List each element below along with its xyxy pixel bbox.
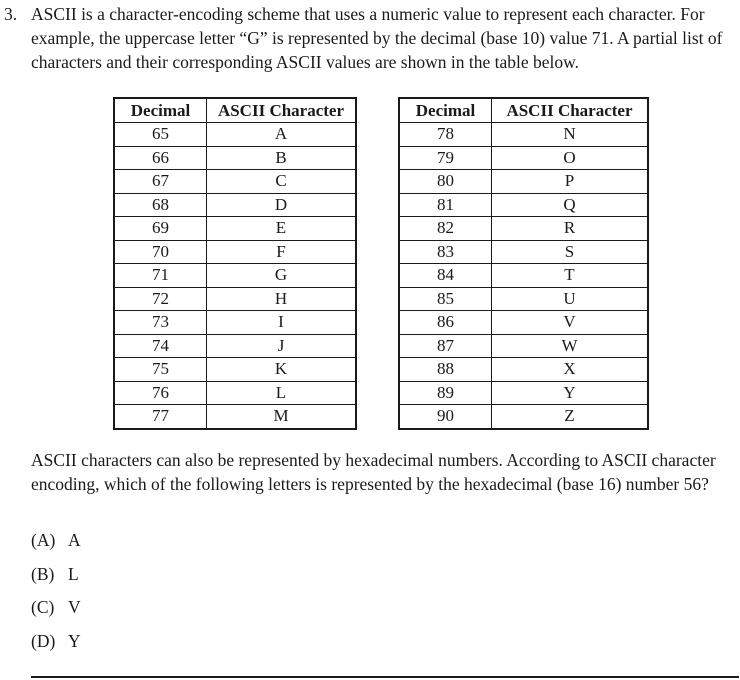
ascii-character-cell: M [207, 405, 357, 429]
table-row [399, 358, 648, 382]
ascii-character-cell: S [492, 240, 649, 264]
ascii-character-cell: H [207, 287, 357, 311]
table-row [399, 405, 648, 429]
ascii-character-cell: W [492, 334, 649, 358]
decimal-cell: 67 [114, 170, 207, 194]
decimal-cell: 81 [399, 193, 492, 217]
decimal-cell: 83 [399, 240, 492, 264]
ascii-character-cell: B [207, 146, 357, 170]
question-number: 3. [4, 4, 18, 24]
ascii-character-cell: X [492, 358, 649, 382]
table-row [399, 217, 648, 241]
column-header-decimal: Decimal [399, 98, 492, 123]
choice-text: Y [68, 631, 81, 651]
table-row [399, 334, 648, 358]
table-row [114, 123, 356, 147]
table-row [114, 170, 356, 194]
table-header-row [114, 98, 356, 123]
question-stem: ASCII is a character-encoding scheme that uses a numeric value to represent each character. For example, the uppercase letter “G” is represented by the decimal (base 10) value 71. A partial list of characters and their corresponding ASCII values are shown in the table below. [31, 4, 723, 72]
ascii-table-left [113, 97, 357, 430]
table-header-row [399, 98, 648, 123]
answer-choice-b[interactable] [31, 564, 79, 585]
answer-choice-d[interactable] [31, 631, 81, 652]
ascii-character-cell: D [207, 193, 357, 217]
choice-label: (D) [31, 631, 56, 651]
table-row [399, 311, 648, 335]
decimal-cell: 84 [399, 264, 492, 288]
table-row [114, 217, 356, 241]
ascii-character-cell: G [207, 264, 357, 288]
table-row [399, 264, 648, 288]
ascii-character-cell: T [492, 264, 649, 288]
decimal-cell: 71 [114, 264, 207, 288]
choice-text: L [68, 564, 79, 584]
ascii-character-cell: E [207, 217, 357, 241]
table-row [399, 381, 648, 405]
ascii-character-cell: R [492, 217, 649, 241]
table-row [114, 334, 356, 358]
ascii-character-cell: J [207, 334, 357, 358]
table-row [114, 358, 356, 382]
bottom-divider [31, 676, 739, 678]
decimal-cell: 78 [399, 123, 492, 147]
decimal-cell: 87 [399, 334, 492, 358]
ascii-character-cell: O [492, 146, 649, 170]
table-row [114, 146, 356, 170]
decimal-cell: 80 [399, 170, 492, 194]
decimal-cell: 68 [114, 193, 207, 217]
choice-text: V [68, 597, 81, 617]
decimal-cell: 75 [114, 358, 207, 382]
decimal-cell: 85 [399, 287, 492, 311]
decimal-cell: 70 [114, 240, 207, 264]
column-header-decimal: Decimal [114, 98, 207, 123]
question-block [4, 2, 734, 74]
table-row [399, 193, 648, 217]
decimal-cell: 72 [114, 287, 207, 311]
column-header-ascii-character: ASCII Character [492, 98, 649, 123]
decimal-cell: 89 [399, 381, 492, 405]
decimal-cell: 66 [114, 146, 207, 170]
decimal-cell: 74 [114, 334, 207, 358]
decimal-cell: 65 [114, 123, 207, 147]
decimal-cell: 82 [399, 217, 492, 241]
decimal-cell: 76 [114, 381, 207, 405]
table-row [114, 240, 356, 264]
table-row [399, 123, 648, 147]
followup-question: ASCII characters can also be represented by hexadecimal numbers. According to ASCII character encoding, which of the following letters is represented by the hexadecimal (base 16) number 56? [31, 450, 716, 494]
decimal-cell: 77 [114, 405, 207, 429]
decimal-cell: 73 [114, 311, 207, 335]
ascii-table-right [398, 97, 649, 430]
ascii-character-cell: K [207, 358, 357, 382]
choice-text: A [68, 530, 81, 550]
ascii-character-cell: N [492, 123, 649, 147]
table-row [114, 311, 356, 335]
decimal-cell: 88 [399, 358, 492, 382]
decimal-cell: 79 [399, 146, 492, 170]
table-row [399, 287, 648, 311]
ascii-character-cell: A [207, 123, 357, 147]
ascii-character-cell: V [492, 311, 649, 335]
choice-label: (B) [31, 564, 55, 584]
decimal-cell: 86 [399, 311, 492, 335]
table-row [399, 240, 648, 264]
ascii-character-cell: L [207, 381, 357, 405]
answer-choice-a[interactable] [31, 530, 81, 551]
table-row [114, 287, 356, 311]
ascii-character-cell: F [207, 240, 357, 264]
table-row [114, 381, 356, 405]
decimal-cell: 90 [399, 405, 492, 429]
decimal-cell: 69 [114, 217, 207, 241]
table-row [114, 405, 356, 429]
ascii-character-cell: Z [492, 405, 649, 429]
ascii-character-cell: U [492, 287, 649, 311]
choice-label: (C) [31, 597, 55, 617]
ascii-character-cell: Y [492, 381, 649, 405]
ascii-character-cell: P [492, 170, 649, 194]
ascii-character-cell: C [207, 170, 357, 194]
ascii-character-cell: Q [492, 193, 649, 217]
table-row [399, 170, 648, 194]
table-row [114, 193, 356, 217]
answer-choice-c[interactable] [31, 597, 81, 618]
ascii-character-cell: I [207, 311, 357, 335]
table-row [399, 146, 648, 170]
choice-label: (A) [31, 530, 56, 550]
ascii-tables [0, 97, 740, 432]
column-header-ascii-character: ASCII Character [207, 98, 357, 123]
table-row [114, 264, 356, 288]
